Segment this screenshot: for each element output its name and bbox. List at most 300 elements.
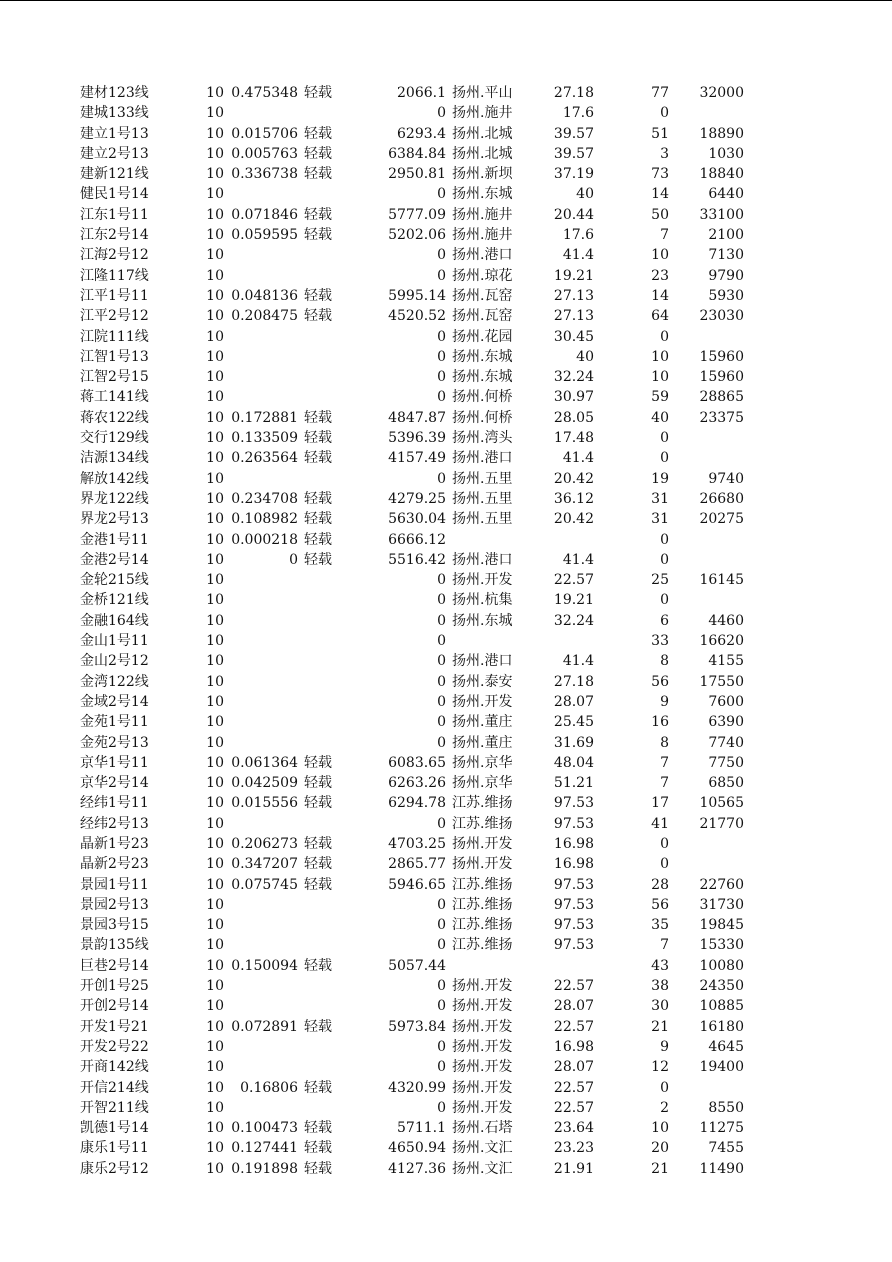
voltage-cell: 10: [206, 1160, 224, 1177]
load-ratio-cell: [226, 184, 298, 204]
length-value-cell: 22.57: [553, 1079, 594, 1096]
load-ratio-cell: 0.263564: [231, 450, 298, 467]
length-value-cell: 97.53: [553, 876, 594, 893]
load-ratio-cell: [226, 387, 298, 407]
line-name-cell: 开信214线: [80, 1079, 149, 1096]
line-name-cell: 金苑1号11: [80, 714, 149, 731]
load-status-cell: [304, 611, 344, 631]
capacity-value-cell: 0: [437, 693, 446, 710]
line-name-cell: 金桥121线: [80, 592, 149, 609]
substation-cell: [452, 956, 524, 976]
table-row: [0, 448, 892, 468]
capacity-value-cell: 0: [437, 937, 446, 954]
capacity-value-cell: 0: [437, 612, 446, 629]
substation-cell: 扬州.董庄: [452, 714, 513, 731]
capacity-value-cell: 0: [437, 186, 446, 203]
count-value-cell: 10: [651, 348, 669, 365]
count-value-cell: 0: [660, 592, 669, 609]
voltage-cell: 10: [206, 1140, 224, 1157]
line-name-cell: 蒋农122线: [80, 409, 149, 426]
voltage-cell: 10: [206, 775, 224, 792]
load-status-cell: 轻载: [304, 957, 332, 974]
load-ratio-cell: [226, 814, 298, 834]
voltage-cell: 10: [206, 389, 224, 406]
capacity-value-cell: 5711.1: [397, 1120, 446, 1137]
substation-cell: 扬州.开发: [452, 572, 513, 589]
total-value-cell: [672, 550, 744, 570]
length-value-cell: 20.44: [553, 206, 594, 223]
total-value-cell: 10885: [699, 998, 744, 1015]
voltage-cell: 10: [206, 166, 224, 183]
table-row: [0, 733, 892, 753]
length-value-cell: 17.6: [562, 227, 594, 244]
count-value-cell: 33: [651, 633, 669, 650]
load-ratio-cell: [226, 327, 298, 347]
total-value-cell: 5930: [708, 287, 744, 304]
line-name-cell: 建城133线: [80, 105, 149, 122]
load-ratio-cell: [226, 103, 298, 123]
load-status-cell: [304, 692, 344, 712]
table-row: [0, 631, 892, 651]
load-status-cell: 轻载: [304, 754, 332, 771]
voltage-cell: 10: [206, 470, 224, 487]
length-value-cell: 20.42: [553, 470, 594, 487]
line-name-cell: 解放142线: [80, 470, 149, 487]
table-row: [0, 225, 892, 245]
load-ratio-cell: 0.172881: [231, 409, 298, 426]
capacity-value-cell: 0: [437, 714, 446, 731]
count-value-cell: 10: [651, 369, 669, 386]
length-value-cell: 23.64: [553, 1120, 594, 1137]
line-name-cell: 江东2号14: [80, 227, 149, 244]
total-value-cell: 10565: [699, 795, 744, 812]
load-ratio-cell: 0.005763: [231, 145, 298, 162]
substation-cell: 扬州.董庄: [452, 734, 513, 751]
capacity-value-cell: 0: [437, 1038, 446, 1055]
total-value-cell: 15330: [699, 937, 744, 954]
table-row: [0, 956, 892, 976]
total-value-cell: 32000: [699, 85, 744, 101]
count-value-cell: 14: [651, 287, 669, 304]
load-status-cell: 轻载: [304, 206, 332, 223]
load-ratio-cell: 0.206273: [231, 835, 298, 852]
capacity-value-cell: 0: [437, 470, 446, 487]
capacity-value-cell: 0: [437, 1059, 446, 1076]
table-row: [0, 672, 892, 692]
load-status-cell: 轻载: [304, 835, 332, 852]
load-ratio-cell: [226, 469, 298, 489]
substation-cell: 扬州.港口: [452, 653, 513, 670]
load-status-cell: [304, 590, 344, 610]
length-value-cell: 48.04: [553, 754, 594, 771]
table-row: [0, 347, 892, 367]
substation-cell: 扬州.北城: [452, 145, 513, 162]
capacity-value-cell: 0: [437, 673, 446, 690]
voltage-cell: 10: [206, 734, 224, 751]
substation-cell: 扬州.瓦窑: [452, 287, 513, 304]
capacity-value-cell: 0: [437, 572, 446, 589]
voltage-cell: 10: [206, 85, 224, 101]
length-value-cell: 19.21: [553, 592, 594, 609]
total-value-cell: [672, 590, 744, 610]
total-value-cell: 23375: [699, 409, 744, 426]
substation-cell: 扬州.琼花: [452, 267, 513, 284]
length-value-cell: 41.4: [562, 653, 594, 670]
total-value-cell: 11490: [699, 1160, 744, 1177]
line-name-cell: 经纬2号13: [80, 815, 149, 832]
voltage-cell: 10: [206, 937, 224, 954]
count-value-cell: 6: [660, 612, 669, 629]
load-status-cell: [304, 672, 344, 692]
line-name-cell: 京华1号11: [80, 754, 149, 771]
load-status-cell: 轻载: [304, 856, 332, 873]
load-status-cell: 轻载: [304, 490, 332, 507]
load-ratio-cell: [226, 895, 298, 915]
capacity-value-cell: 4127.36: [388, 1160, 446, 1177]
length-value-cell: 28.07: [553, 1059, 594, 1076]
load-ratio-cell: [226, 1098, 298, 1118]
load-status-cell: [304, 1037, 344, 1057]
capacity-value-cell: 5630.04: [388, 511, 446, 528]
capacity-value-cell: 0: [437, 815, 446, 832]
length-value-cell: 39.57: [553, 145, 594, 162]
voltage-cell: 10: [206, 531, 224, 548]
length-value-cell: 23.23: [553, 1140, 594, 1157]
load-ratio-cell: 0.16806: [240, 1079, 298, 1096]
load-status-cell: [304, 651, 344, 671]
substation-cell: 扬州.花园: [452, 328, 513, 345]
voltage-cell: 10: [206, 369, 224, 386]
line-name-cell: 金山1号11: [80, 633, 149, 650]
load-status-cell: [304, 935, 344, 955]
substation-cell: 江苏.维扬: [452, 795, 513, 812]
total-value-cell: 7750: [708, 754, 744, 771]
total-value-cell: 4155: [708, 653, 744, 670]
line-name-cell: 金域2号14: [80, 693, 149, 710]
load-ratio-cell: 0.048136: [231, 287, 298, 304]
table-row: [0, 83, 892, 103]
voltage-cell: 10: [206, 511, 224, 528]
length-value-cell: 40: [576, 348, 594, 365]
table-row: [0, 1138, 892, 1158]
voltage-cell: 10: [206, 328, 224, 345]
total-value-cell: 21770: [699, 815, 744, 832]
total-value-cell: 22760: [699, 876, 744, 893]
count-value-cell: 12: [651, 1059, 669, 1076]
count-value-cell: 41: [651, 815, 669, 832]
count-value-cell: 9: [660, 1038, 669, 1055]
voltage-cell: 10: [206, 835, 224, 852]
load-ratio-cell: [226, 266, 298, 286]
length-value-cell: [526, 956, 594, 976]
load-ratio-cell: [226, 590, 298, 610]
table-row: [0, 144, 892, 164]
total-value-cell: 15960: [699, 369, 744, 386]
count-value-cell: 16: [651, 714, 669, 731]
count-value-cell: 0: [660, 856, 669, 873]
capacity-value-cell: 0: [437, 592, 446, 609]
capacity-value-cell: 5202.06: [388, 227, 446, 244]
total-value-cell: 16145: [699, 572, 744, 589]
table-row: [0, 753, 892, 773]
length-value-cell: 41.4: [562, 450, 594, 467]
table-row: [0, 550, 892, 570]
table-row: [0, 1159, 892, 1179]
capacity-value-cell: 5973.84: [388, 1018, 446, 1035]
load-ratio-cell: [226, 996, 298, 1016]
voltage-cell: 10: [206, 450, 224, 467]
length-value-cell: 27.18: [553, 673, 594, 690]
capacity-value-cell: 2865.77: [388, 856, 446, 873]
voltage-cell: 10: [206, 633, 224, 650]
substation-cell: 扬州.何桥: [452, 409, 513, 426]
count-value-cell: 10: [651, 1120, 669, 1137]
table-row: [0, 103, 892, 123]
length-value-cell: 22.57: [553, 572, 594, 589]
length-value-cell: 28.07: [553, 693, 594, 710]
voltage-cell: 10: [206, 186, 224, 203]
total-value-cell: [672, 327, 744, 347]
substation-cell: 扬州.开发: [452, 1099, 513, 1116]
table-row: [0, 611, 892, 631]
line-name-cell: 建立1号13: [80, 125, 149, 142]
load-ratio-cell: [226, 915, 298, 935]
load-ratio-cell: [226, 672, 298, 692]
capacity-value-cell: 0: [437, 267, 446, 284]
load-status-cell: [304, 1057, 344, 1077]
voltage-cell: 10: [206, 957, 224, 974]
voltage-cell: 10: [206, 1038, 224, 1055]
substation-cell: 扬州.文汇: [452, 1160, 513, 1177]
capacity-value-cell: 6293.4: [397, 125, 446, 142]
substation-cell: 扬州.东城: [452, 186, 513, 203]
load-status-cell: [304, 895, 344, 915]
length-value-cell: 97.53: [553, 917, 594, 934]
line-name-cell: 蒋工141线: [80, 389, 149, 406]
total-value-cell: 6390: [708, 714, 744, 731]
line-name-cell: 康乐2号12: [80, 1160, 149, 1177]
load-ratio-cell: 0.072891: [231, 1018, 298, 1035]
table-row: [0, 976, 892, 996]
load-status-cell: [304, 1098, 344, 1118]
voltage-cell: 10: [206, 815, 224, 832]
capacity-value-cell: 5396.39: [388, 430, 446, 447]
voltage-cell: 10: [206, 145, 224, 162]
line-name-cell: 金苑2号13: [80, 734, 149, 751]
count-value-cell: 35: [651, 917, 669, 934]
count-value-cell: 9: [660, 693, 669, 710]
count-value-cell: 3: [660, 145, 669, 162]
count-value-cell: 23: [651, 267, 669, 284]
substation-cell: 江苏.维扬: [452, 876, 513, 893]
capacity-value-cell: 0: [437, 328, 446, 345]
load-status-cell: 轻载: [304, 227, 332, 244]
count-value-cell: 64: [651, 308, 669, 325]
load-status-cell: [304, 387, 344, 407]
length-value-cell: 20.42: [553, 511, 594, 528]
load-ratio-cell: 0.071846: [231, 206, 298, 223]
line-name-cell: 金融164线: [80, 612, 149, 629]
substation-cell: 扬州.开发: [452, 835, 513, 852]
table-row: [0, 935, 892, 955]
capacity-value-cell: 4279.25: [388, 490, 446, 507]
line-name-cell: 界龙122线: [80, 490, 149, 507]
total-value-cell: 10080: [699, 957, 744, 974]
load-ratio-cell: 0.015706: [231, 125, 298, 142]
substation-cell: 扬州.港口: [452, 551, 513, 568]
count-value-cell: 30: [651, 998, 669, 1015]
length-value-cell: 40: [576, 186, 594, 203]
length-value-cell: [526, 530, 594, 550]
load-ratio-cell: 0.150094: [231, 957, 298, 974]
substation-cell: 扬州.开发: [452, 998, 513, 1015]
length-value-cell: 97.53: [553, 937, 594, 954]
length-value-cell: 97.53: [553, 815, 594, 832]
capacity-value-cell: 4847.87: [388, 409, 446, 426]
substation-cell: 扬州.京华: [452, 754, 513, 771]
substation-cell: 扬州.施井: [452, 227, 513, 244]
capacity-value-cell: 0: [437, 917, 446, 934]
load-ratio-cell: [226, 1057, 298, 1077]
count-value-cell: 7: [660, 754, 669, 771]
length-value-cell: 19.21: [553, 267, 594, 284]
line-name-cell: 建立2号13: [80, 145, 149, 162]
voltage-cell: 10: [206, 206, 224, 223]
substation-cell: 扬州.湾头: [452, 430, 513, 447]
count-value-cell: 0: [660, 450, 669, 467]
capacity-value-cell: 5057.44: [388, 957, 446, 974]
length-value-cell: 16.98: [553, 856, 594, 873]
length-value-cell: 22.57: [553, 978, 594, 995]
table-row: [0, 1118, 892, 1138]
substation-cell: 扬州.开发: [452, 978, 513, 995]
load-ratio-cell: 0.475348: [231, 85, 298, 101]
load-status-cell: 轻载: [304, 1018, 332, 1035]
voltage-cell: 10: [206, 1059, 224, 1076]
capacity-value-cell: 6666.12: [388, 531, 446, 548]
capacity-value-cell: 0: [437, 369, 446, 386]
load-status-cell: [304, 327, 344, 347]
total-value-cell: 26680: [699, 490, 744, 507]
voltage-cell: 10: [206, 287, 224, 304]
table-row: [0, 915, 892, 935]
length-value-cell: [526, 631, 594, 651]
capacity-value-cell: 4320.99: [388, 1079, 446, 1096]
voltage-cell: 10: [206, 348, 224, 365]
voltage-cell: 10: [206, 653, 224, 670]
substation-cell: 扬州.平山: [452, 85, 513, 101]
load-ratio-cell: [226, 733, 298, 753]
total-value-cell: 16620: [699, 633, 744, 650]
total-value-cell: [672, 834, 744, 854]
substation-cell: 扬州.开发: [452, 1018, 513, 1035]
table-row: [0, 854, 892, 874]
voltage-cell: 10: [206, 227, 224, 244]
load-status-cell: 轻载: [304, 876, 332, 893]
load-status-cell: 轻载: [304, 125, 332, 142]
count-value-cell: 10: [651, 247, 669, 264]
total-value-cell: 18890: [699, 125, 744, 142]
length-value-cell: 31.69: [553, 734, 594, 751]
load-ratio-cell: [226, 976, 298, 996]
total-value-cell: [672, 854, 744, 874]
table-row: [0, 367, 892, 387]
total-value-cell: 7740: [708, 734, 744, 751]
total-value-cell: [672, 428, 744, 448]
load-ratio-cell: [226, 367, 298, 387]
line-name-cell: 开商142线: [80, 1059, 149, 1076]
table-row: [0, 530, 892, 550]
total-value-cell: 4645: [708, 1038, 744, 1055]
count-value-cell: 20: [651, 1140, 669, 1157]
load-ratio-cell: 0: [289, 551, 298, 568]
load-status-cell: 轻载: [304, 166, 332, 183]
length-value-cell: 17.6: [562, 105, 594, 122]
line-name-cell: 景韵135线: [80, 937, 149, 954]
table-row: [0, 996, 892, 1016]
load-status-cell: [304, 570, 344, 590]
substation-cell: 扬州.京华: [452, 775, 513, 792]
table-row: [0, 184, 892, 204]
voltage-cell: 10: [206, 1120, 224, 1137]
count-value-cell: 21: [651, 1018, 669, 1035]
load-ratio-cell: [226, 611, 298, 631]
load-status-cell: 轻载: [304, 1079, 332, 1096]
voltage-cell: 10: [206, 978, 224, 995]
line-name-cell: 凯德1号14: [80, 1120, 149, 1137]
count-value-cell: 56: [651, 896, 669, 913]
length-value-cell: 39.57: [553, 125, 594, 142]
length-value-cell: 30.97: [553, 389, 594, 406]
line-name-cell: 开智211线: [80, 1099, 149, 1116]
capacity-value-cell: 0: [437, 389, 446, 406]
substation-cell: 扬州.东城: [452, 612, 513, 629]
capacity-value-cell: 0: [437, 633, 446, 650]
count-value-cell: 0: [660, 531, 669, 548]
load-status-cell: 轻载: [304, 511, 332, 528]
total-value-cell: 2100: [708, 227, 744, 244]
substation-cell: 扬州.新坝: [452, 166, 513, 183]
length-value-cell: 30.45: [553, 328, 594, 345]
count-value-cell: 19: [651, 470, 669, 487]
count-value-cell: 73: [651, 166, 669, 183]
substation-cell: 扬州.开发: [452, 1038, 513, 1055]
line-name-cell: 健民1号14: [80, 186, 149, 203]
load-status-cell: 轻载: [304, 409, 332, 426]
length-value-cell: 97.53: [553, 896, 594, 913]
total-value-cell: 16180: [699, 1018, 744, 1035]
substation-cell: 扬州.杭集: [452, 592, 513, 609]
line-name-cell: 景园3号15: [80, 917, 149, 934]
line-name-cell: 金湾122线: [80, 673, 149, 690]
substation-cell: 扬州.五里: [452, 511, 513, 528]
total-value-cell: 18840: [699, 166, 744, 183]
length-value-cell: 16.98: [553, 835, 594, 852]
substation-cell: 扬州.泰安: [452, 673, 513, 690]
count-value-cell: 21: [651, 1160, 669, 1177]
count-value-cell: 8: [660, 734, 669, 751]
load-ratio-cell: 0.042509: [231, 775, 298, 792]
total-value-cell: 7455: [708, 1140, 744, 1157]
load-ratio-cell: [226, 1037, 298, 1057]
total-value-cell: 19400: [699, 1059, 744, 1076]
load-status-cell: [304, 245, 344, 265]
table-row: [0, 875, 892, 895]
count-value-cell: 8: [660, 653, 669, 670]
length-value-cell: 25.45: [553, 714, 594, 731]
total-value-cell: 6850: [708, 775, 744, 792]
table-row: [0, 814, 892, 834]
